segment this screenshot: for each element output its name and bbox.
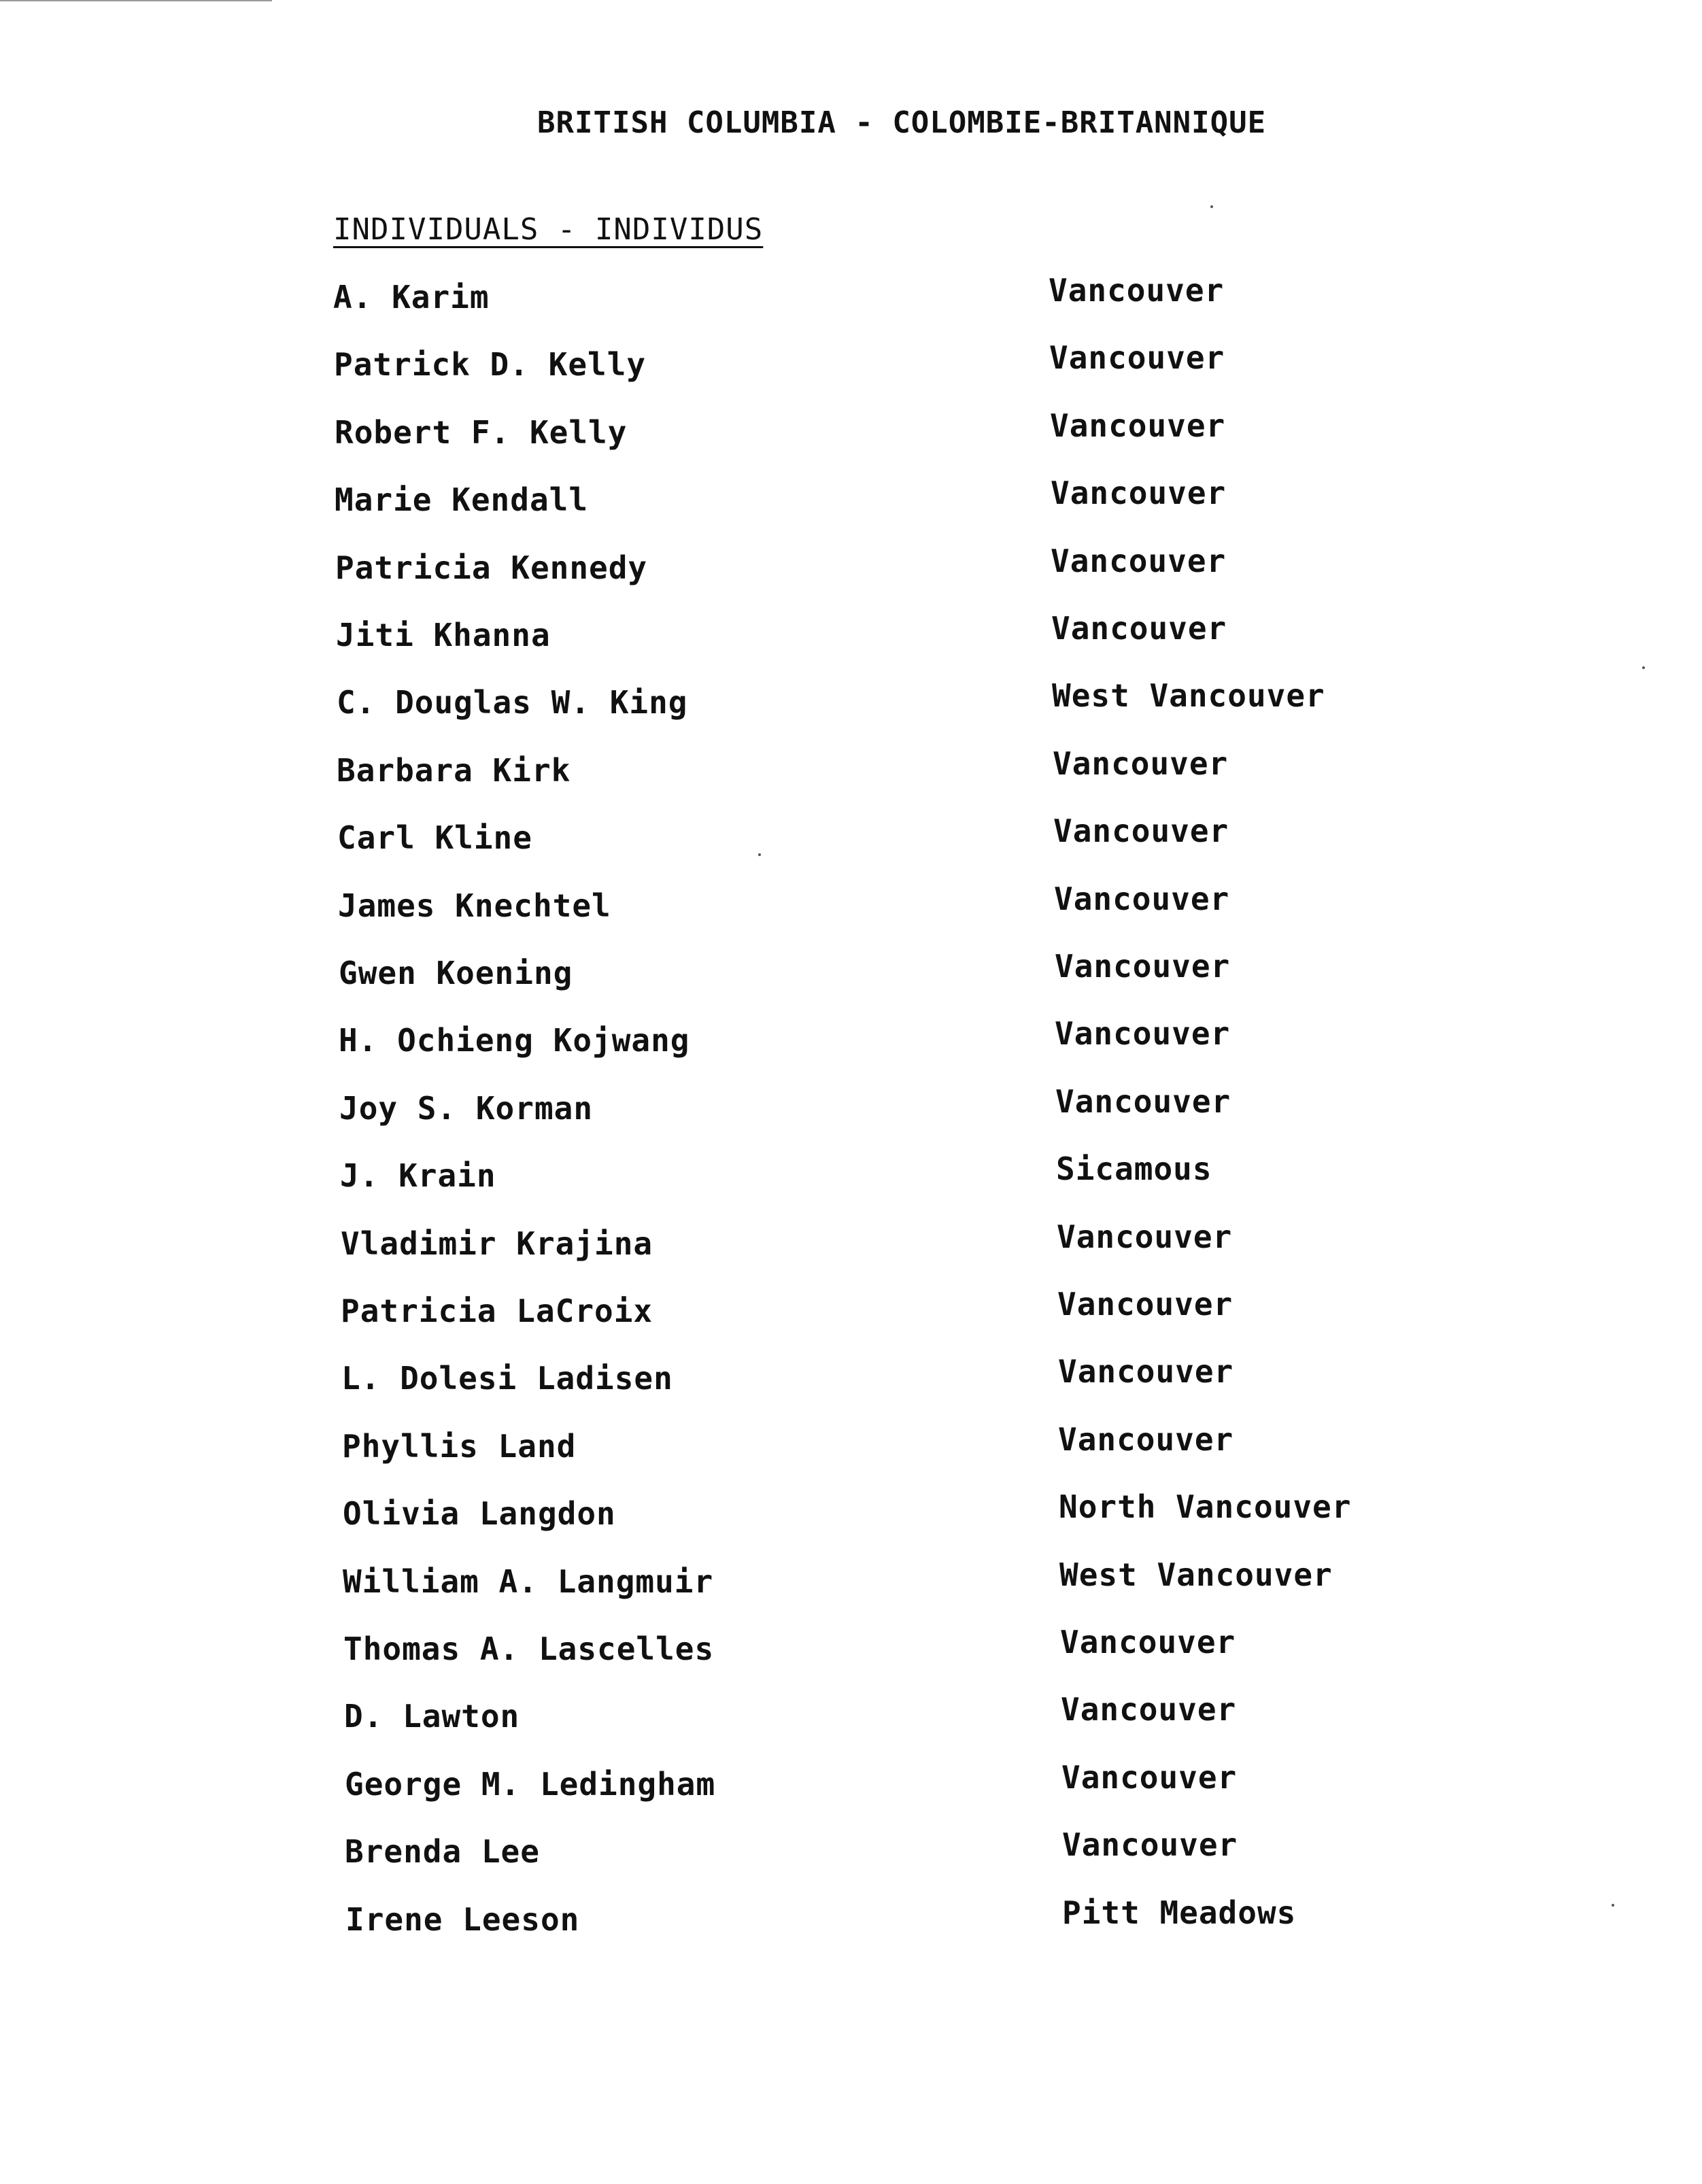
list-item bbox=[0, 407, 1702, 455]
entry-name: Marie Kendall bbox=[335, 481, 589, 519]
scan-speck bbox=[1210, 205, 1213, 208]
entry-city: Pitt Meadows bbox=[1062, 1894, 1297, 1931]
list-item bbox=[0, 542, 1702, 590]
entry-city: Vancouver bbox=[1061, 1691, 1237, 1728]
entry-name: L. Dolesi Ladisen bbox=[341, 1360, 673, 1397]
list-item bbox=[0, 1691, 1702, 1739]
list-item bbox=[0, 1082, 1702, 1131]
section-heading: INDIVIDUALS - INDIVIDUS bbox=[333, 212, 764, 247]
entry-city: Vancouver bbox=[1060, 1624, 1236, 1660]
entry-city: North Vancouver bbox=[1059, 1488, 1352, 1526]
entry-city: Vancouver bbox=[1049, 272, 1225, 309]
entry-name: Brenda Lee bbox=[345, 1833, 540, 1871]
entry-city: West Vancouver bbox=[1052, 677, 1325, 715]
list-item bbox=[0, 1624, 1702, 1671]
entry-name: Robert F. Kelly bbox=[335, 413, 628, 451]
entry-name: William A. Langmuir bbox=[343, 1563, 714, 1600]
entry-city: Vancouver bbox=[1051, 475, 1227, 512]
entry-name: Vladimir Krajina bbox=[341, 1225, 653, 1262]
list-item bbox=[0, 610, 1702, 658]
entry-name: Jiti Khanna bbox=[336, 617, 551, 653]
list-item bbox=[0, 339, 1702, 387]
entry-name: A. Karim bbox=[333, 279, 490, 315]
list-item bbox=[0, 475, 1702, 522]
entry-name: Gwen Koening bbox=[339, 955, 573, 991]
list-item bbox=[0, 1420, 1702, 1469]
page-title: BRITISH COLUMBIA - COLOMBIE-BRITANNIQUE bbox=[537, 105, 1267, 140]
entry-city: Vancouver bbox=[1049, 339, 1225, 377]
entry-name: Patricia Kennedy bbox=[335, 549, 648, 586]
entry-name: Olivia Langdon bbox=[343, 1495, 616, 1533]
entry-name: Patricia LaCroix bbox=[341, 1293, 653, 1329]
list-item bbox=[0, 880, 1702, 928]
entry-city: Vancouver bbox=[1055, 948, 1231, 985]
entry-name: George M. Ledingham bbox=[345, 1765, 716, 1803]
list-item bbox=[0, 813, 1702, 860]
entry-name: Patrick D. Kelly bbox=[334, 346, 647, 383]
list-item bbox=[0, 1286, 1702, 1333]
list-item bbox=[0, 1826, 1702, 1874]
entry-city: West Vancouver bbox=[1059, 1556, 1333, 1593]
entry-name: Joy S. Korman bbox=[339, 1089, 594, 1127]
entry-name: James Knechtel bbox=[338, 887, 611, 924]
entry-city: Vancouver bbox=[1057, 1218, 1233, 1255]
list-item bbox=[0, 1894, 1702, 1942]
list-item bbox=[0, 745, 1702, 793]
entry-city: Vancouver bbox=[1061, 1758, 1238, 1796]
list-item bbox=[0, 677, 1702, 725]
list-item bbox=[0, 1218, 1702, 1266]
list-item bbox=[0, 1353, 1702, 1401]
entry-city: Sicamous bbox=[1056, 1150, 1212, 1188]
scan-speck bbox=[1612, 1904, 1614, 1907]
entry-city: Vancouver bbox=[1055, 1082, 1231, 1120]
entry-city: Vancouver bbox=[1057, 1286, 1233, 1323]
list-item bbox=[0, 1488, 1702, 1536]
entry-name: D. Lawton bbox=[344, 1698, 520, 1735]
entry-city: Vancouver bbox=[1053, 813, 1229, 850]
entry-name: J. Krain bbox=[340, 1157, 496, 1195]
entry-city: Vancouver bbox=[1054, 880, 1230, 917]
entry-city: Vancouver bbox=[1058, 1420, 1234, 1458]
entry-name: Carl Kline bbox=[337, 819, 532, 857]
list-item bbox=[0, 272, 1702, 320]
entry-city: Vancouver bbox=[1062, 1826, 1238, 1864]
entry-name: H. Ochieng Kojwang bbox=[339, 1022, 690, 1059]
list-item bbox=[0, 948, 1702, 995]
entry-name: Phyllis Land bbox=[342, 1427, 577, 1465]
entry-city: Vancouver bbox=[1058, 1353, 1234, 1390]
list-item bbox=[0, 1150, 1702, 1198]
list-item bbox=[0, 1758, 1702, 1807]
entry-name: Irene Leeson bbox=[345, 1900, 580, 1938]
entry-city: Vancouver bbox=[1051, 542, 1227, 579]
list-item bbox=[0, 1556, 1702, 1604]
scan-speck bbox=[1642, 666, 1645, 669]
entry-city: Vancouver bbox=[1055, 1015, 1231, 1053]
entry-name: C. Douglas W. King bbox=[337, 684, 688, 721]
list-item bbox=[0, 1015, 1702, 1063]
scan-speck bbox=[758, 853, 761, 856]
entry-name: Thomas A. Lascelles bbox=[343, 1631, 715, 1667]
entry-city: Vancouver bbox=[1050, 407, 1226, 444]
entry-city: Vancouver bbox=[1053, 745, 1229, 782]
entry-city: Vancouver bbox=[1051, 610, 1227, 647]
entry-name: Barbara Kirk bbox=[337, 751, 571, 789]
